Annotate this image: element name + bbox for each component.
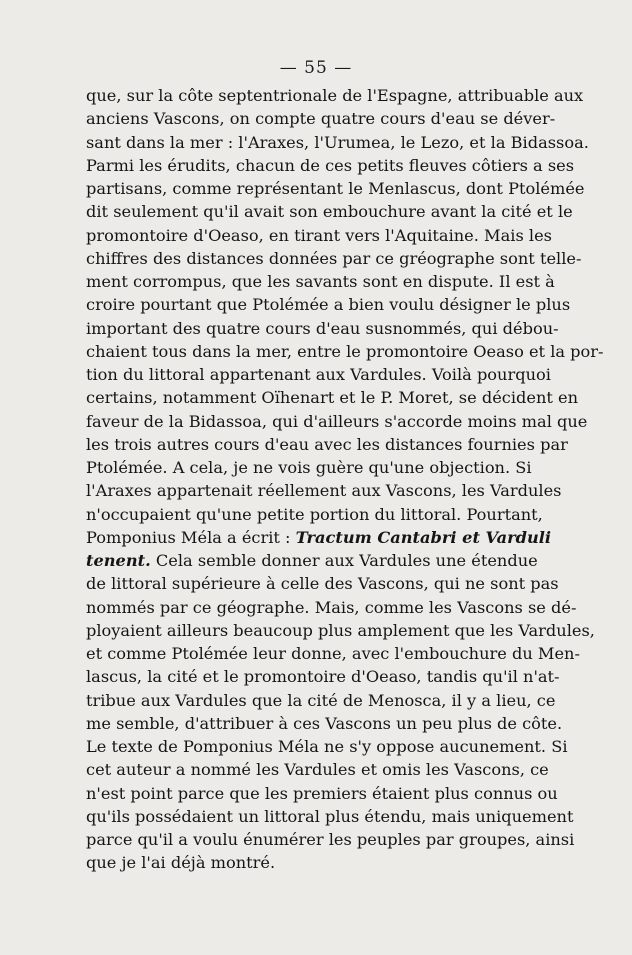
text-line: cet auteur a nommé les Vardules et omis les Vascons, ce (86, 760, 549, 780)
text-line: chaient tous dans la mer, entre le promontoire Oeaso et la por- (86, 341, 604, 361)
body-paragraph (86, 84, 604, 875)
text-line-with-quote (86, 549, 538, 572)
text-line: tribue aux Vardules que la cité de Menosca, il y a lieu, ce (86, 690, 556, 710)
text-line: ment corrompus, que les savants sont en dispute. Il est à (86, 272, 555, 291)
text-line: l'Araxes appartenait réellement aux Vascons, les Vardules (86, 481, 562, 501)
latin-quote: Tractum Cantabri et Varduli (295, 527, 552, 547)
text-line: croire pourtant que Ptolémée a bien voulu désigner le plus (86, 295, 571, 315)
text-line: promontoire d'Oeaso, en tirant vers l'Aquitaine. Mais les (86, 225, 552, 245)
text-line: ployaient ailleurs beaucoup plus amplement que les Vardules, (86, 620, 595, 640)
quote-follow: Cela semble donner aux Vardules une étendue (150, 551, 538, 570)
text-line: n'occupaient qu'une petite portion du littoral. Pourtant, (86, 504, 543, 524)
text-line: certains, notamment Oïhenart et le P. Moret, se décident en (86, 388, 579, 408)
text-line: me semble, d'attribuer à ces Vascons un peu plus de côte. (86, 713, 563, 733)
text-line: Le texte de Pomponius Méla ne s'y oppose aucunement. Si (86, 737, 568, 756)
text-line: nommés par ce géographe. Mais, comme les Vascons se dé- (86, 597, 577, 617)
text-line: Parmi les érudits, chacun de ces petits fleuves côtiers a ses (86, 155, 575, 175)
text-line: faveur de la Bidassoa, qui d'ailleurs s'accorde moins mal que (86, 411, 588, 431)
text-line: qu'ils possédaient un littoral plus étendu, mais uniquement (86, 806, 574, 826)
text-line: chiffres des distances données par ce gréographe sont telle- (86, 248, 582, 268)
text-line: tion du littoral appartenant aux Vardules. Voilà pourquoi (86, 365, 551, 384)
text-line: partisans, comme représentant le Menlascus, dont Ptolémée (86, 179, 585, 198)
quote-intro: Pomponius Méla a écrit : (86, 527, 296, 547)
latin-quote-end: tenent. (86, 551, 151, 570)
text-line-final: que je l'ai déjà montré. (86, 853, 276, 873)
text-line: sant dans la mer : l'Araxes, l'Urumea, le Lezo, et la Bidassoa. (86, 132, 589, 152)
text-line: lascus, la cité et le promontoire d'Oeaso, tandis qu'il n'at- (86, 667, 560, 687)
text-line: et comme Ptolémée leur donne, avec l'embouchure du Men- (86, 644, 580, 663)
text-line: de littoral supérieure à celle des Vascons, qui ne sont pas (86, 574, 559, 594)
text-line: parce qu'il a voulu énumérer les peuples par groupes, ainsi (86, 830, 575, 849)
page-number: — 55 — (279, 58, 353, 78)
text-line: Ptolémée. A cela, je ne vois guère qu'une objection. Si (86, 458, 532, 477)
text-line: important des quatre cours d'eau susnommés, qui débou- (86, 318, 559, 338)
text-line-with-quote (86, 526, 552, 549)
text-line: n'est point parce que les premiers étaient plus connus ou (86, 783, 558, 803)
text-line: que, sur la côte septentrionale de l'Espagne, attribuable aux (86, 86, 584, 105)
text-line: anciens Vascons, on compte quatre cours d'eau se déver- (86, 109, 556, 129)
text-line: les trois autres cours d'eau avec les distances fournies par (86, 434, 568, 454)
text-line: dit seulement qu'il avait son embouchure avant la cité et le (86, 202, 573, 222)
